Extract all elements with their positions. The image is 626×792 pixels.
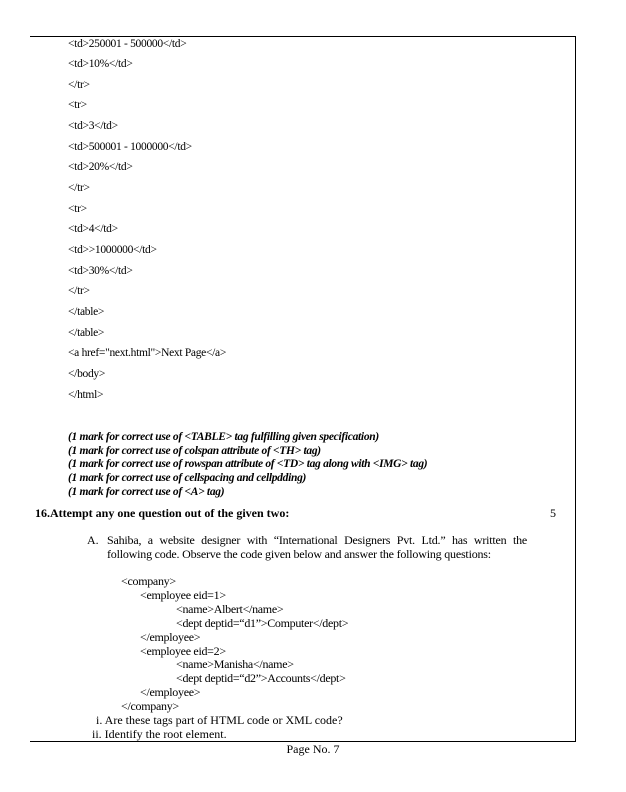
code-line: </table>: [68, 306, 105, 318]
code-line: <a href="next.html">Next Page</a>: [68, 347, 227, 359]
question-marks: 5: [550, 506, 556, 520]
xml-line: <company>: [121, 574, 176, 588]
marking-scheme-line: (1 mark for correct use of rowspan attribute of <TD> tag along with <IMG> tag): [68, 458, 428, 470]
xml-line: </employee>: [140, 630, 201, 644]
sub-question: ii. Identify the root element.: [92, 727, 227, 741]
code-line: <td>20%</td>: [68, 161, 133, 173]
xml-line: <dept deptid=“d1”>Computer</dept>: [176, 616, 349, 630]
xml-line: <dept deptid=“d2”>Accounts</dept>: [176, 671, 346, 685]
marking-scheme-line: (1 mark for correct use of cellspacing and cellpdding): [68, 472, 307, 484]
xml-line: <name>Manisha</name>: [176, 657, 294, 671]
code-line: <tr>: [68, 99, 87, 111]
code-line: <td>>1000000</td>: [68, 244, 157, 256]
marking-scheme-line: (1 mark for correct use of colspan attribute of <TH> tag): [68, 445, 321, 457]
xml-line: </company>: [121, 699, 179, 713]
code-line: </html>: [68, 389, 104, 401]
xml-line: <employee eid=1>: [140, 588, 226, 602]
code-line: <td>3</td>: [68, 120, 118, 132]
code-line: </tr>: [68, 182, 90, 194]
code-line: </table>: [68, 327, 105, 339]
sub-question: i. Are these tags part of HTML code or XML code?: [96, 713, 343, 727]
code-line: <td>500001 - 1000000</td>: [68, 141, 192, 153]
xml-line: <name>Albert</name>: [176, 602, 284, 616]
page-border-top: [30, 36, 576, 37]
code-line: </body>: [68, 368, 106, 380]
code-line: <td>30%</td>: [68, 265, 133, 277]
marking-scheme-line: (1 mark for correct use of <A> tag): [68, 486, 225, 498]
code-line: <td>250001 - 500000</td>: [68, 38, 187, 50]
code-line: </tr>: [68, 285, 90, 297]
option-label: A.: [87, 533, 99, 547]
marking-scheme-line: (1 mark for correct use of <TABLE> tag fulfilling given specification): [68, 431, 379, 443]
page-number: Page No. 7: [286, 742, 340, 756]
code-line: <td>4</td>: [68, 223, 118, 235]
xml-line: <employee eid=2>: [140, 644, 226, 658]
page-border-right: [575, 36, 576, 741]
code-line: </tr>: [68, 79, 90, 91]
option-text: Sahiba, a website designer with “International Designers Pvt. Ltd.” has written the following code. Observe the code given below and answer the following questions:: [107, 533, 527, 561]
code-line: <tr>: [68, 203, 87, 215]
xml-line: </employee>: [140, 685, 201, 699]
code-line: <td>10%</td>: [68, 58, 133, 70]
question-heading: 16.Attempt any one question out of the given two:: [35, 506, 290, 520]
